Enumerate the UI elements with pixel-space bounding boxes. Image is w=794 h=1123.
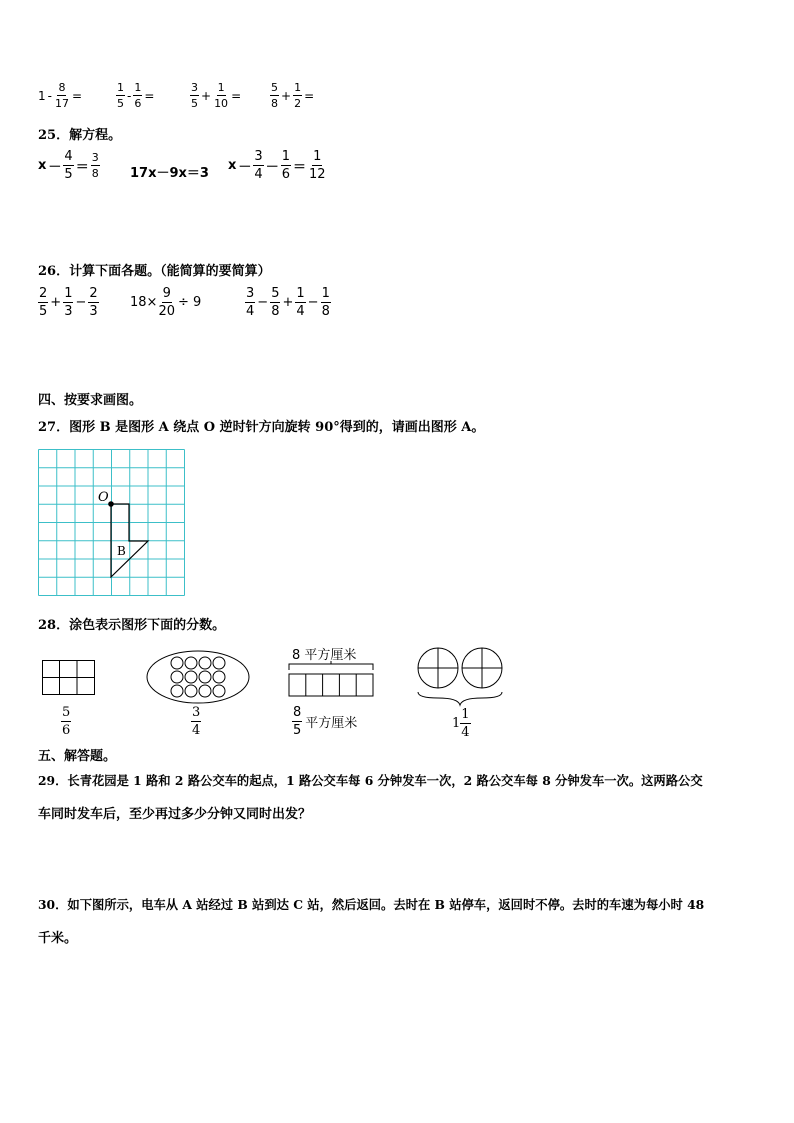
question-30-line-2: 千米。 (38, 931, 78, 946)
fraction: $\frac{3}{4}$ (246, 286, 255, 319)
calc-expression-1: $\frac{2}{5}$ + $\frac{1}{3}$ − $\frac{2}{3}$ (39, 286, 98, 319)
fraction: $\frac{2}{5}$ (39, 286, 48, 319)
small-circle (199, 685, 211, 697)
question-26-title: 26．计算下面各题。（能简算的要简算） (38, 264, 271, 279)
fraction: $\frac{2}{3}$ (89, 286, 98, 319)
oral-item-2: $\frac{1}{5}$ - $\frac{1}{6}$ = (117, 81, 155, 110)
bar-figure[interactable] (288, 660, 374, 698)
fraction: $\frac{1}{6}$ (134, 81, 142, 110)
small-circle (213, 685, 225, 697)
fraction: $\frac{5}{8}$ (271, 81, 278, 110)
equation-3: x － $\frac{3}{4}$ － $\frac{1}{6}$ ＝ $\frac{1}{12}$ (228, 149, 326, 182)
fraction: $\frac{3}{4}$ (254, 149, 263, 182)
fraction: $\frac{9}{20}$ (158, 286, 175, 319)
fraction: $\frac{1}{10}$ (214, 81, 229, 110)
small-circle (185, 657, 197, 669)
fraction: $\frac{1}{2}$ (294, 81, 302, 110)
small-circle (213, 671, 225, 683)
question-29-line-2: 车同时发车后，至少再过多少分钟又同时出发？ (38, 807, 312, 822)
fraction: $\frac{3}{5}$ (191, 81, 198, 110)
section-4-heading: 四、按要求画图。 (38, 393, 143, 408)
fraction: $\frac{1}{12}$ (309, 149, 326, 182)
point-o-label: O (98, 490, 109, 505)
oral-item-1: 1 - $\frac{8}{17}$ = (38, 81, 83, 110)
area-fraction-group (292, 706, 357, 737)
question-25-title: 25．解方程。 (38, 128, 122, 143)
ellipse-circles-figure[interactable] (146, 649, 250, 705)
small-circle (213, 657, 225, 669)
small-circle (185, 685, 197, 697)
calc-expression-3: $\frac{3}{4}$ − $\frac{5}{8}$ + $\frac{1}{4}$ − $\frac{1}{8}$ (246, 286, 330, 319)
fraction: $\frac{1}{5}$ (117, 81, 124, 110)
question-29-line-1: 29．长青花园是 1 路和 2 路公交车的起点，1 路公交车每 6 分钟发车一次，2 路公交车每 8 分钟发车一次。这两路公交 (38, 773, 703, 788)
bar-dividers (306, 674, 356, 696)
area-label-top: 8 平方厘米 (292, 648, 357, 663)
fraction-8-5: $\frac{8}{5}$ (293, 705, 302, 738)
fraction: $\frac{3}{8}$ (91, 151, 99, 180)
area-unit: 平方厘米 (305, 716, 358, 731)
fraction: $\frac{4}{5}$ (64, 149, 73, 182)
rectangle-grid-figure[interactable] (42, 660, 96, 696)
two-circles-figure[interactable] (414, 646, 506, 708)
small-circle (199, 671, 211, 683)
question-27-title: 27．图形 B 是图形 A 绕点 O 逆时针方向旋转 90°得到的，请画出图形 A。 (38, 420, 485, 435)
mixed-number: 1 $\frac{1}{4}$ (452, 707, 470, 740)
equation-1: x － $\frac{4}{5}$ ＝ $\frac{3}{8}$ (38, 149, 99, 182)
circle-dots (171, 657, 225, 697)
question-28-title: 28．涂色表示图形下面的分数。 (38, 618, 226, 633)
question-30-line-1: 30．如下图所示，电车从 A 站经过 B 站到达 C 站，然后返回。去时在 B 站停车，返回时不停。去时的车速为每小时 48 (38, 897, 705, 912)
fraction: $\frac{1}{4}$ (296, 286, 305, 319)
fraction-1-4: $\frac{1}{4}$ (461, 707, 470, 740)
calc-expression-2: 18× $\frac{9}{20}$ ÷ 9 (130, 286, 202, 319)
point-o (108, 501, 114, 507)
fraction: $\frac{1}{6}$ (281, 149, 290, 182)
small-circle (171, 657, 183, 669)
fraction: $\frac{1}{3}$ (64, 286, 73, 319)
shape-b-label: B (117, 544, 126, 558)
small-circle (199, 657, 211, 669)
fraction-3-4: $\frac{3}{4}$ (192, 705, 201, 738)
small-circle (185, 671, 197, 683)
section-5-heading: 五、解答题。 (38, 749, 117, 764)
small-circle (171, 671, 183, 683)
oral-item-4: $\frac{5}{8}$ + $\frac{1}{2}$ = (271, 81, 315, 110)
oral-item-3: $\frac{3}{5}$ + $\frac{1}{10}$ = (191, 81, 242, 110)
fraction: $\frac{1}{8}$ (321, 286, 330, 319)
rotation-grid[interactable] (38, 449, 186, 597)
fraction: $\frac{5}{8}$ (271, 286, 280, 319)
fraction-5-6: $\frac{5}{6}$ (62, 705, 71, 738)
small-circle (171, 685, 183, 697)
equation-2: 17x－9x＝3 (130, 166, 209, 181)
fraction: $\frac{8}{17}$ (54, 81, 69, 110)
